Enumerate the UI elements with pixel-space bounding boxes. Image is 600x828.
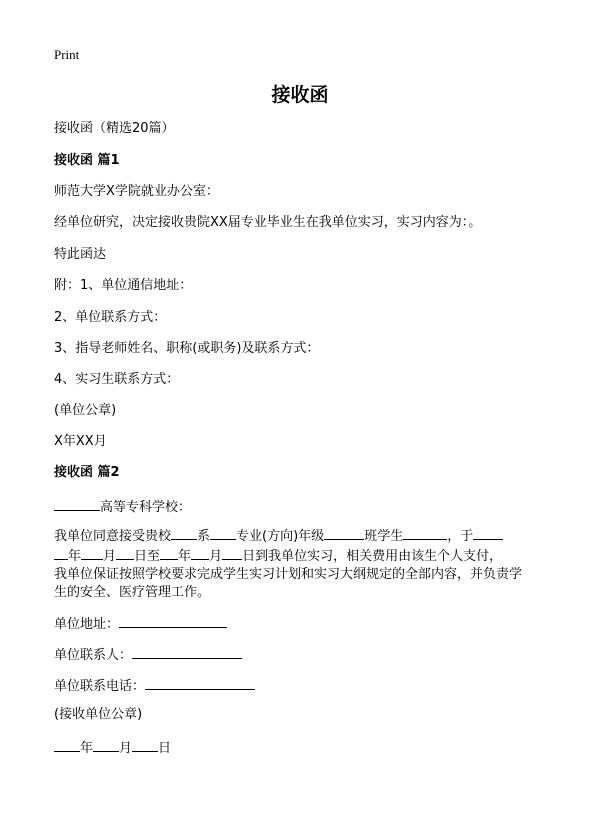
addressee-suffix: 高等专科学校： [100,500,192,515]
body-text: 年 [178,549,192,564]
letter1-date: X年XX月 [54,434,107,449]
contact-row [54,645,242,664]
letter2-heading: 接收函 篇2 [54,465,120,480]
blank [191,546,209,560]
body-text: 班学生 [364,529,404,544]
contact-blank [132,645,242,659]
phone-row [54,676,255,695]
body-line-4: 生的安全、医疗管理工作。 [54,585,211,600]
letter2-body [54,526,550,602]
body-line-2 [54,546,550,566]
letter1-addressee: 师范大学X学院就业办公室： [54,184,219,199]
subtitle: 接收函（精选20篇） [54,121,175,136]
blank [324,526,364,540]
body-text: 专业(方向)年级 [236,529,325,544]
body-text: 月 [103,549,117,564]
year-blank [54,738,80,752]
blank [81,546,103,560]
body-text: ，于 [447,529,474,544]
attachment-item: 2、单位联系方式： [54,310,167,325]
address-label: 单位地址： [54,617,120,632]
body-text: 我单位同意接受贵校 [54,529,172,544]
phone-label: 单位联系电话： [54,679,146,694]
page-title: 接收函 [271,84,329,106]
blank [171,526,197,540]
attachment-item: 4、实习生联系方式： [54,372,180,387]
body-text: 日至 [134,549,161,564]
letter2-date [54,738,171,757]
attachment-item: 3、指导老师姓名、职称(或职务)及联系方式： [54,341,320,356]
contact-label: 单位联系人： [54,648,133,663]
letter2-seal: (接收单位公章) [54,707,143,722]
body-line-3: 我单位保证按照学校要求完成学生实习计划和实习大纲规定的全部内容，并负责学 [54,567,523,582]
day-label: 日 [158,741,172,756]
blank [403,526,447,540]
attachment-item: 附：1、单位通信地址： [54,278,193,293]
letter1-body: 经单位研究，决定接收贵院XX届专业毕业生在我单位实习，实习内容为：。 [54,215,482,230]
letter2-addressee [54,497,191,516]
address-row [54,614,227,633]
print-label[interactable]: Print [54,47,80,62]
blank [116,546,134,560]
body-text: 年 [68,549,82,564]
body-text: 月 [209,549,223,564]
day-blank [132,738,158,752]
blank [210,526,236,540]
month-label: 月 [119,741,133,756]
school-name-blank [54,497,100,511]
letter1-heading: 接收函 篇1 [54,153,120,168]
body-text: 日到我单位实习，相关费用由该生个人支付， [242,549,503,564]
month-blank [93,738,119,752]
letter1-seal: (单位公章) [54,403,117,418]
address-blank [119,614,227,628]
body-line-1 [54,526,550,546]
phone-blank [145,676,255,690]
body-text: 系 [197,529,211,544]
blank [473,526,503,540]
blank [54,546,68,560]
blank [222,546,242,560]
blank [160,546,178,560]
year-label: 年 [80,741,94,756]
letter1-closing: 特此函达 [54,247,107,262]
